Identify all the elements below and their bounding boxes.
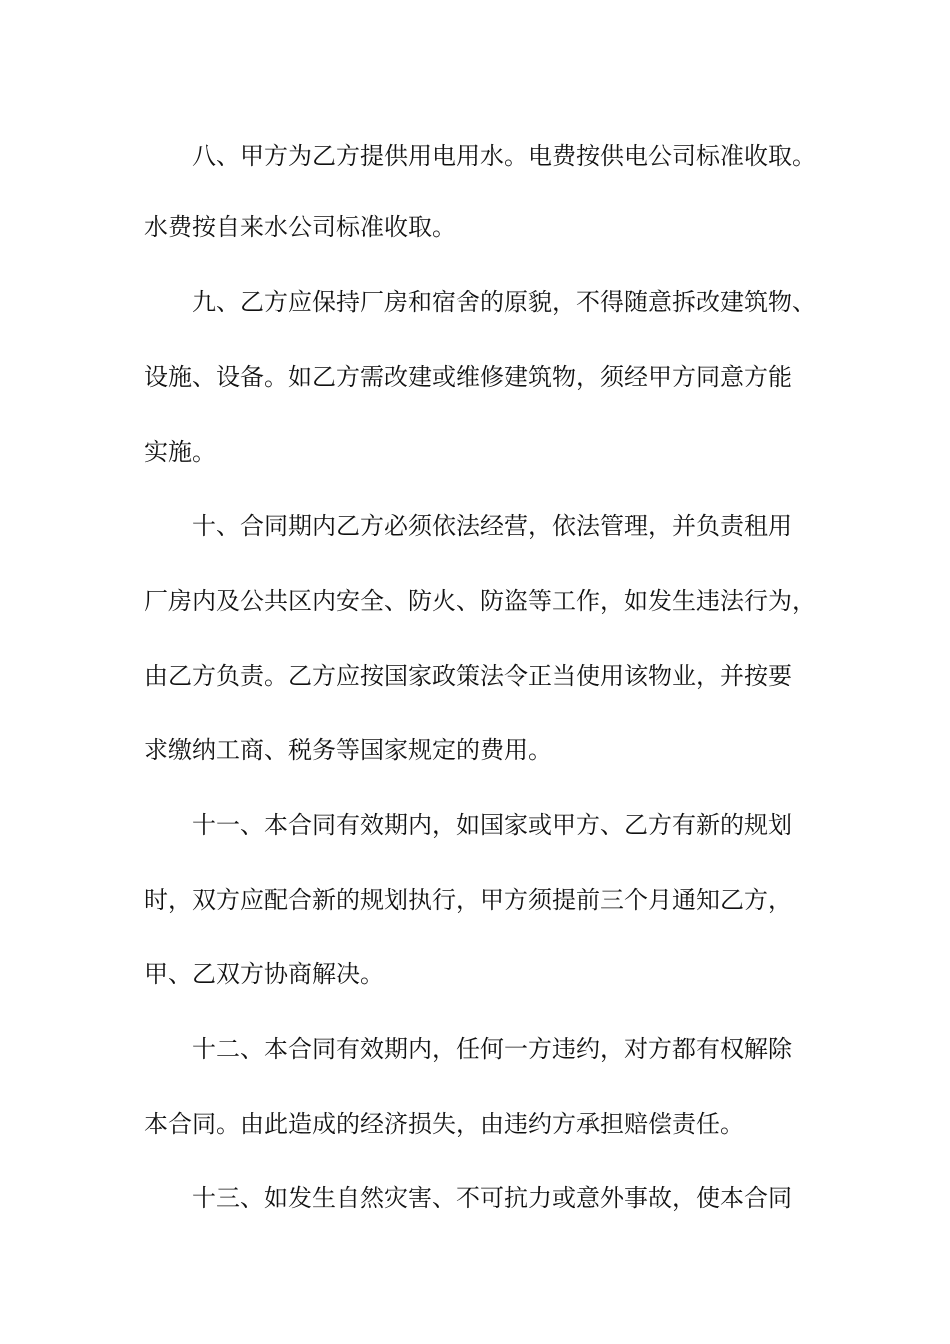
clause-11-line-1: 十一、本合同有效期内，如国家或甲方、乙方有新的规划 xyxy=(192,811,792,839)
clause-11-line-2: 时，双方应配合新的规划执行，甲方须提前三个月通知乙方， xyxy=(144,886,792,914)
clause-12-line-1: 十二、本合同有效期内，任何一方违约，对方都有权解除 xyxy=(192,1035,792,1063)
clause-9-line-1: 九、乙方应保持厂房和宿舍的原貌，不得随意拆改建筑物、 xyxy=(192,288,816,316)
clause-10-line-4: 求缴纳工商、税务等国家规定的费用。 xyxy=(144,736,552,764)
clause-8-line-2: 水费按自来水公司标准收取。 xyxy=(144,213,456,241)
clause-10-line-2: 厂房内及公共区内安全、防火、防盗等工作，如发生违法行为， xyxy=(144,587,816,615)
clause-12-line-2: 本合同。由此造成的经济损失，由违约方承担赔偿责任。 xyxy=(144,1110,744,1138)
clause-13-line-1: 十三、如发生自然灾害、不可抗力或意外事故，使本合同 xyxy=(192,1184,792,1212)
clause-9-line-3: 实施。 xyxy=(144,438,216,466)
clause-10-line-3: 由乙方负责。乙方应按国家政策法令正当使用该物业，并按要 xyxy=(144,662,792,690)
clause-8-line-1: 八、甲方为乙方提供用电用水。电费按供电公司标准收取。 xyxy=(192,142,816,170)
clause-10-line-1: 十、合同期内乙方必须依法经营，依法管理，并负责租用 xyxy=(192,512,792,540)
clause-9-line-2: 设施、设备。如乙方需改建或维修建筑物，须经甲方同意方能 xyxy=(144,363,792,391)
clause-11-line-3: 甲、乙双方协商解决。 xyxy=(144,960,384,988)
